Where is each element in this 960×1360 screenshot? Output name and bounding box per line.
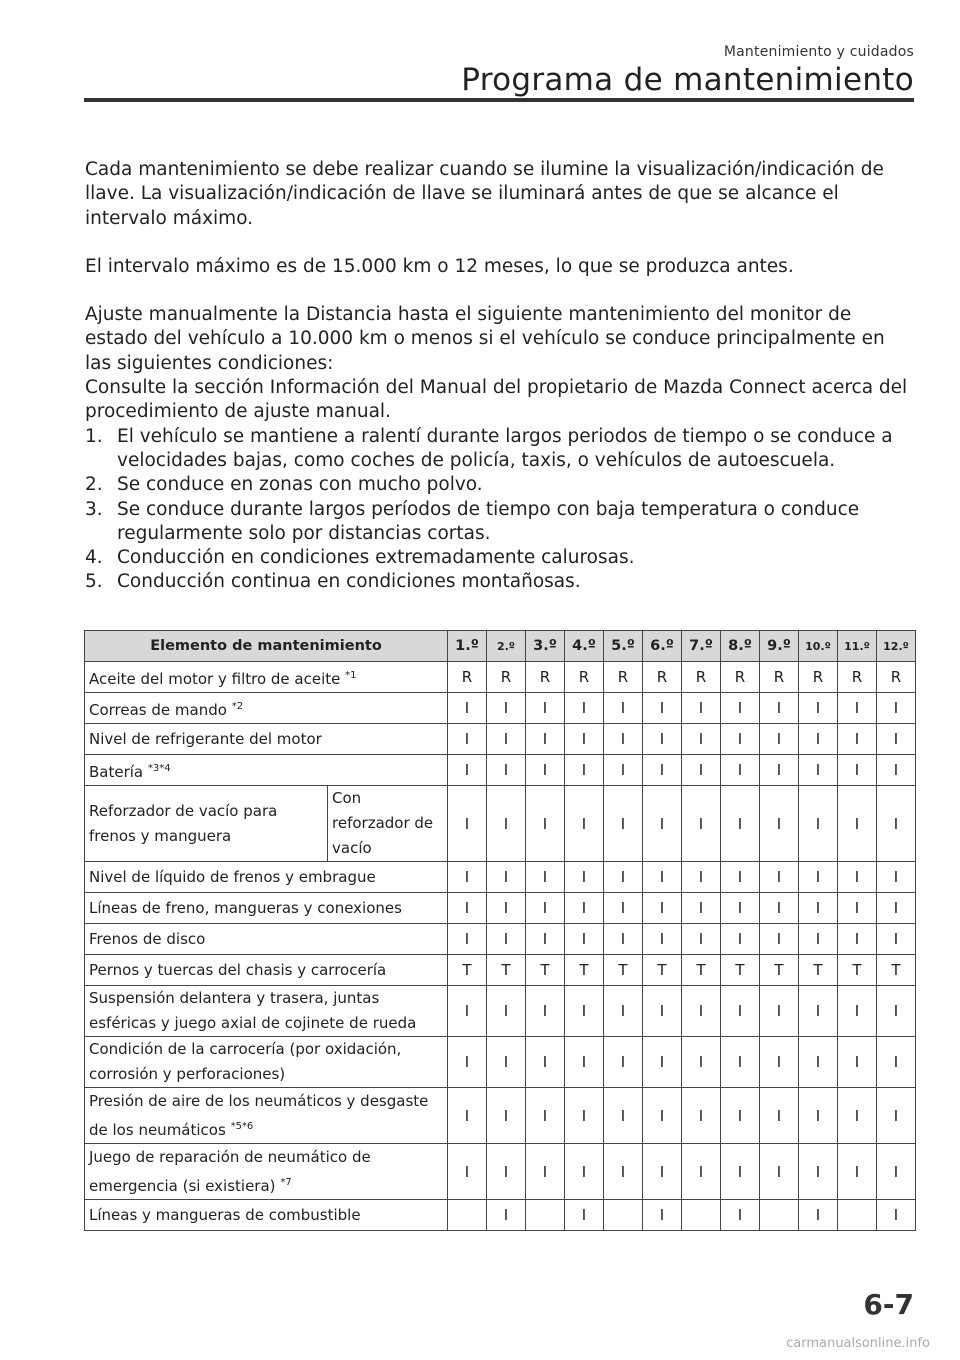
interval-cell: I [565, 1144, 604, 1200]
table-row [85, 755, 916, 786]
interval-cell: I [448, 786, 487, 862]
interval-cell: I [721, 862, 760, 893]
interval-cell: I [448, 693, 487, 724]
interval-cell: I [721, 755, 760, 786]
list-text: Se conduce durante largos períodos de tiempo con baja temperatura o conduce regularmente solo por distancias cortas. [117, 498, 860, 544]
interval-cell: I [604, 693, 643, 724]
interval-cell: R [643, 662, 682, 693]
interval-cell: T [877, 955, 916, 986]
interval-cell: I [643, 786, 682, 862]
interval-cell [526, 1200, 565, 1231]
interval-cell: R [877, 662, 916, 693]
interval-cell: I [487, 1144, 526, 1200]
interval-cell: I [799, 724, 838, 755]
interval-cell: I [604, 862, 643, 893]
interval-cell: I [643, 755, 682, 786]
interval-cell: I [877, 693, 916, 724]
interval-cell: I [448, 862, 487, 893]
interval-cell: I [604, 1037, 643, 1088]
row-label-cell [85, 755, 448, 786]
interval-cell: I [487, 693, 526, 724]
interval-cell: I [799, 862, 838, 893]
interval-cell: R [487, 662, 526, 693]
interval-cell: T [682, 955, 721, 986]
table-row [85, 786, 916, 862]
interval-cell [838, 1200, 877, 1231]
interval-cell: I [565, 924, 604, 955]
interval-cell: I [760, 1088, 799, 1144]
footnote-ref: *7 [280, 1176, 292, 1188]
list-number: 4. [85, 547, 103, 569]
header-interval: 10.º [799, 631, 838, 662]
header-interval: 1.º [448, 631, 487, 662]
page-number: 6-7 [863, 1288, 914, 1321]
header-interval: 5.º [604, 631, 643, 662]
list-text: El vehículo se mantiene a ralentí durante largos periodos de tiempo o se conduce a velocidades bajas, como coches de policía, taxis, o vehículos de autoescuela. [117, 425, 893, 471]
interval-cell: I [721, 986, 760, 1037]
row-label-cell [85, 924, 448, 955]
interval-cell: I [448, 1088, 487, 1144]
interval-cell [760, 1200, 799, 1231]
interval-cell: I [604, 786, 643, 862]
row-label: Presión de aire de los neumáticos y desgaste de los neumáticos [89, 1091, 429, 1139]
list-text: Se conduce en zonas con mucho polvo. [117, 474, 483, 496]
interval-cell: T [643, 955, 682, 986]
interval-cell: I [526, 1088, 565, 1144]
table-row [85, 662, 916, 693]
interval-cell: I [565, 755, 604, 786]
row-label-cell [85, 1200, 448, 1231]
table-row [85, 724, 916, 755]
interval-cell: I [487, 786, 526, 862]
interval-cell: I [838, 755, 877, 786]
row-label: Aceite del motor y filtro de aceite [89, 669, 341, 688]
interval-cell: I [760, 924, 799, 955]
interval-cell: I [682, 862, 721, 893]
interval-cell: I [448, 755, 487, 786]
row-label-cell [85, 862, 448, 893]
interval-cell: I [643, 1037, 682, 1088]
interval-cell: I [565, 693, 604, 724]
table-row [85, 693, 916, 724]
header-interval: 9.º [760, 631, 799, 662]
interval-cell: I [565, 1037, 604, 1088]
interval-cell: I [448, 893, 487, 924]
interval-cell: I [604, 986, 643, 1037]
interval-cell: I [838, 862, 877, 893]
interval-cell: I [448, 924, 487, 955]
maintenance-table [84, 630, 916, 1231]
interval-cell: I [526, 1144, 565, 1200]
interval-cell [604, 1200, 643, 1231]
interval-cell: T [604, 955, 643, 986]
row-label: Batería [89, 762, 144, 781]
list-text: Conducción continua en condiciones montañosas. [117, 571, 581, 593]
interval-cell: I [682, 724, 721, 755]
table-row [85, 924, 916, 955]
interval-cell: I [799, 986, 838, 1037]
interval-cell: I [643, 893, 682, 924]
row-label-cell [85, 1037, 448, 1088]
row-label-cell [85, 1144, 448, 1200]
watermark: carmanualsonline.info [786, 1336, 930, 1351]
interval-cell: I [721, 1144, 760, 1200]
list-item [85, 546, 915, 570]
interval-cell: R [838, 662, 877, 693]
header-item: Elemento de mantenimiento [85, 631, 448, 662]
row-label-cell [85, 986, 448, 1037]
interval-cell: I [877, 1144, 916, 1200]
interval-cell: I [838, 1037, 877, 1088]
interval-cell: I [643, 724, 682, 755]
interval-cell: I [799, 1144, 838, 1200]
interval-cell: I [721, 893, 760, 924]
interval-cell [448, 1200, 487, 1231]
interval-cell: I [721, 1037, 760, 1088]
list-item [85, 498, 915, 547]
footnote-ref: *1 [345, 669, 357, 681]
list-number: 1. [85, 425, 103, 447]
interval-cell [682, 1200, 721, 1231]
row-label: Correas de mando [89, 700, 227, 719]
interval-cell: T [721, 955, 760, 986]
header-rule [84, 98, 914, 102]
header-interval: 2.º [487, 631, 526, 662]
intro-paragraph-4: Consulte la sección Información del Manual del propietario de Mazda Connect acerca del procedimiento de ajuste manual. [85, 377, 908, 423]
intro-paragraph-1: Cada mantenimiento se debe realizar cuando se ilumine la visualización/indicación de llave. La visualización/indicación de llave se iluminará antes de que se alcance el intervalo máximo. [85, 159, 884, 229]
interval-cell: I [682, 893, 721, 924]
interval-cell: I [721, 693, 760, 724]
row-label: Frenos de disco [89, 929, 206, 948]
interval-cell: T [565, 955, 604, 986]
interval-cell: I [565, 786, 604, 862]
row-label: Nivel de líquido de frenos y embrague [89, 867, 376, 886]
row-label-cell [85, 1088, 448, 1144]
interval-cell: I [487, 1200, 526, 1231]
interval-cell: R [526, 662, 565, 693]
row-label-cell [85, 724, 448, 755]
interval-cell: I [643, 986, 682, 1037]
header-interval: 8.º [721, 631, 760, 662]
interval-cell: I [721, 724, 760, 755]
interval-cell: I [760, 862, 799, 893]
table-row [85, 955, 916, 986]
interval-cell: I [838, 924, 877, 955]
interval-cell: I [760, 755, 799, 786]
intro-paragraph-3: Ajuste manualmente la Distancia hasta el siguiente mantenimiento del monitor de estado del vehículo a 10.000 km o menos si el vehículo se conduce principalmente en las siguientes condiciones: [85, 304, 885, 374]
interval-cell: I [799, 786, 838, 862]
interval-cell: I [877, 755, 916, 786]
table-row [85, 1200, 916, 1231]
row-label-cell [85, 893, 448, 924]
interval-cell: I [760, 893, 799, 924]
interval-cell: I [526, 724, 565, 755]
interval-cell: I [526, 893, 565, 924]
interval-cell: I [682, 786, 721, 862]
row-label-cell [85, 662, 448, 693]
interval-cell: I [604, 924, 643, 955]
interval-cell: I [526, 1037, 565, 1088]
interval-cell: I [838, 1088, 877, 1144]
interval-cell: R [760, 662, 799, 693]
interval-cell: I [799, 1200, 838, 1231]
interval-cell: I [487, 986, 526, 1037]
interval-cell: I [526, 755, 565, 786]
interval-cell: I [838, 986, 877, 1037]
header-interval: 11.º [838, 631, 877, 662]
interval-cell: I [799, 693, 838, 724]
interval-cell: I [877, 893, 916, 924]
table-row [85, 893, 916, 924]
interval-cell: I [760, 693, 799, 724]
interval-cell: I [643, 1088, 682, 1144]
interval-cell: I [721, 1088, 760, 1144]
header-interval: 7.º [682, 631, 721, 662]
row-label: Líneas y mangueras de combustible [89, 1205, 361, 1224]
interval-cell: I [682, 1037, 721, 1088]
list-number: 5. [85, 571, 103, 593]
interval-cell: T [526, 955, 565, 986]
header-interval: 6.º [643, 631, 682, 662]
list-item [85, 425, 915, 474]
interval-cell: I [604, 755, 643, 786]
row-label: Reforzador de vacío para frenos y manguera [85, 786, 328, 862]
list-number: 3. [85, 498, 103, 520]
interval-cell: I [838, 786, 877, 862]
list-item [85, 473, 915, 497]
footnote-ref: *3*4 [147, 762, 171, 774]
list-text: Conducción en condiciones extremadamente calurosas. [117, 547, 635, 569]
interval-cell: I [799, 1037, 838, 1088]
interval-cell: I [877, 786, 916, 862]
table-row [85, 862, 916, 893]
interval-cell: I [643, 693, 682, 724]
interval-cell: I [721, 1200, 760, 1231]
interval-cell: I [487, 724, 526, 755]
page-header [84, 44, 914, 98]
interval-cell: I [526, 862, 565, 893]
interval-cell: I [565, 862, 604, 893]
interval-cell: I [643, 1200, 682, 1231]
interval-cell: I [760, 1144, 799, 1200]
interval-cell: I [448, 1037, 487, 1088]
interval-cell: T [799, 955, 838, 986]
interval-cell: I [682, 986, 721, 1037]
interval-cell: I [487, 893, 526, 924]
interval-cell: I [565, 1200, 604, 1231]
interval-cell: I [721, 786, 760, 862]
interval-cell: I [838, 724, 877, 755]
interval-cell: R [799, 662, 838, 693]
interval-cell: I [604, 1088, 643, 1144]
header-interval: 3.º [526, 631, 565, 662]
interval-cell: I [604, 893, 643, 924]
interval-cell: I [877, 862, 916, 893]
interval-cell: R [565, 662, 604, 693]
intro-paragraph-2: El intervalo máximo es de 15.000 km o 12 meses, lo que se produzca antes. [85, 255, 794, 277]
interval-cell: I [877, 986, 916, 1037]
list-item [85, 570, 915, 594]
interval-cell: R [682, 662, 721, 693]
interval-cell: R [721, 662, 760, 693]
interval-cell: I [799, 924, 838, 955]
interval-cell: I [526, 786, 565, 862]
interval-cell: I [487, 1088, 526, 1144]
row-label: Nivel de refrigerante del motor [89, 729, 322, 748]
interval-cell: T [448, 955, 487, 986]
interval-cell: I [448, 1144, 487, 1200]
footnote-ref: *5*6 [230, 1120, 254, 1132]
conditions-list [85, 425, 915, 595]
interval-cell: I [565, 986, 604, 1037]
interval-cell: I [565, 1088, 604, 1144]
interval-cell: I [565, 893, 604, 924]
row-label-cell [85, 955, 448, 986]
interval-cell: I [682, 924, 721, 955]
interval-cell: I [760, 724, 799, 755]
interval-cell: I [643, 1144, 682, 1200]
interval-cell: I [643, 924, 682, 955]
interval-cell: I [526, 986, 565, 1037]
row-label: Suspensión delantera y trasera, juntas esféricas y juego axial de cojinete de rueda [89, 989, 417, 1032]
header-interval: 12.º [877, 631, 916, 662]
row-sublabel: Con reforzador de vacío [328, 786, 448, 862]
table-row [85, 986, 916, 1037]
interval-cell: I [487, 1037, 526, 1088]
interval-cell: I [643, 862, 682, 893]
interval-cell: I [565, 724, 604, 755]
table-header-row [85, 631, 916, 662]
interval-cell: R [604, 662, 643, 693]
table-row [85, 1037, 916, 1088]
interval-cell: I [487, 755, 526, 786]
interval-cell: I [604, 724, 643, 755]
interval-cell: T [838, 955, 877, 986]
interval-cell: I [487, 862, 526, 893]
interval-cell: I [682, 755, 721, 786]
interval-cell: T [760, 955, 799, 986]
row-label-cell [85, 693, 448, 724]
interval-cell: I [604, 1144, 643, 1200]
interval-cell: I [799, 1088, 838, 1144]
interval-cell: I [526, 693, 565, 724]
interval-cell: I [682, 1144, 721, 1200]
interval-cell: I [760, 1037, 799, 1088]
table-row [85, 1144, 916, 1200]
body-text [85, 158, 915, 595]
row-label: Juego de reparación de neumático de emergencia (si existiera) [89, 1147, 371, 1195]
list-number: 2. [85, 474, 103, 496]
interval-cell: I [760, 986, 799, 1037]
row-label: Pernos y tuercas del chasis y carrocería [89, 960, 387, 979]
interval-cell: I [682, 693, 721, 724]
interval-cell: I [877, 924, 916, 955]
interval-cell: I [721, 924, 760, 955]
interval-cell: I [448, 724, 487, 755]
interval-cell: I [799, 893, 838, 924]
interval-cell: I [838, 693, 877, 724]
interval-cell: I [877, 1037, 916, 1088]
interval-cell: I [877, 724, 916, 755]
interval-cell: I [877, 1088, 916, 1144]
interval-cell: I [838, 1144, 877, 1200]
header-interval: 4.º [565, 631, 604, 662]
interval-cell: I [838, 893, 877, 924]
footnote-ref: *2 [231, 700, 244, 712]
page-title: Programa de mantenimiento [461, 62, 914, 98]
row-label: Líneas de freno, mangueras y conexiones [89, 898, 402, 917]
interval-cell: T [487, 955, 526, 986]
interval-cell: I [799, 755, 838, 786]
table-row [85, 1088, 916, 1144]
interval-cell: I [487, 924, 526, 955]
interval-cell: I [526, 924, 565, 955]
interval-cell: R [448, 662, 487, 693]
interval-cell: I [682, 1088, 721, 1144]
interval-cell: I [760, 786, 799, 862]
row-label: Condición de la carrocería (por oxidación, corrosión y perforaciones) [89, 1040, 402, 1083]
interval-cell: I [877, 1200, 916, 1231]
section-title: Mantenimiento y cuidados [723, 44, 914, 60]
interval-cell: I [448, 986, 487, 1037]
